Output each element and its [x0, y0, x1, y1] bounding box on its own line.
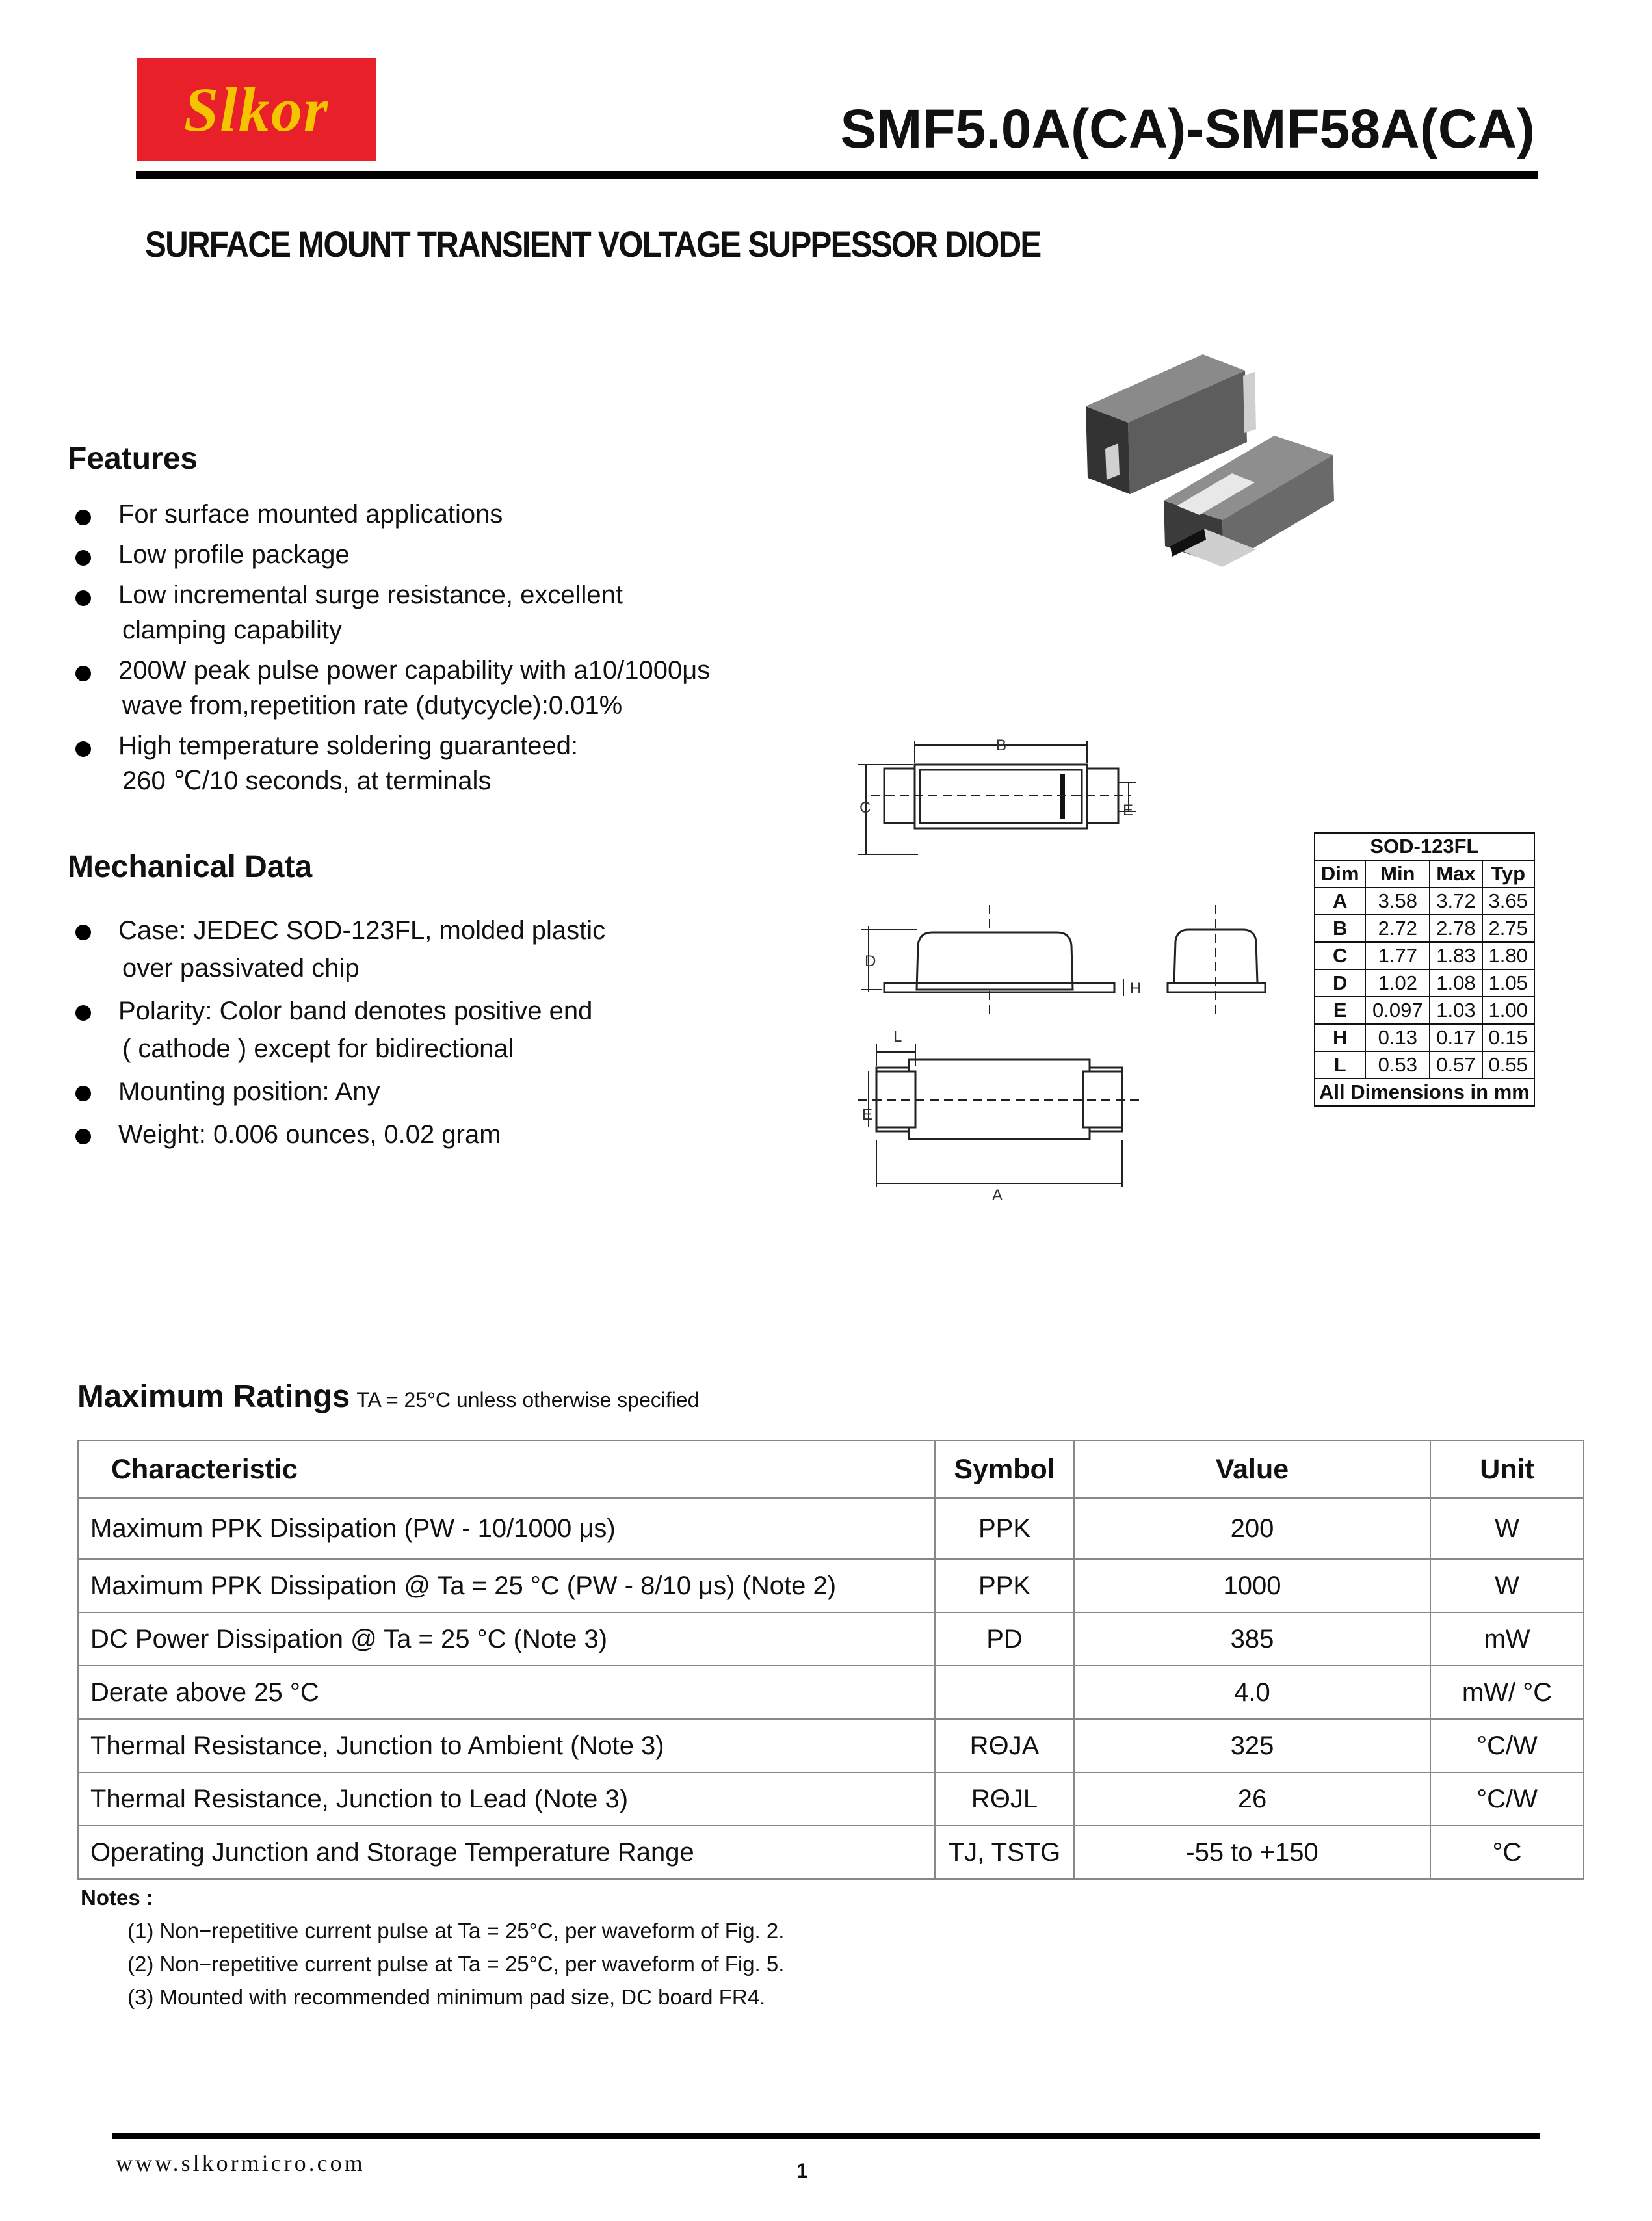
note-item: (3) Mounted with recommended minimum pad size, DC board FR4. [127, 1985, 766, 2009]
list-item: Low incremental surge resistance, excellent clamping capability [68, 577, 815, 648]
note-item: (1) Non−repetitive current pulse at Ta = 25°C, per waveform of Fig. 2. [127, 1919, 785, 1943]
dim-label-b: B [996, 737, 1007, 754]
mechanical-list [68, 912, 815, 1159]
table-row: Derate above 25 °C 4.0 mW/ °C [78, 1666, 1584, 1719]
part-title: SMF5.0A(CA)-SMF58A(CA) [840, 98, 1535, 159]
table-row [1315, 833, 1534, 860]
table-row: E 0.097 1.03 1.00 [1315, 997, 1534, 1024]
list-item: Polarity: Color band denotes positive end ( cathode ) except for bidirectional [68, 992, 815, 1068]
product-photo [1079, 345, 1365, 585]
list-item: For surface mounted applications [68, 497, 815, 532]
footer-divider [112, 2133, 1540, 2139]
list-item: High temperature soldering guaranteed: 260 ℃/10 seconds, at terminals [68, 728, 815, 798]
website-text: www.slkormicro.com [116, 2150, 365, 2176]
table-row: Maximum PPK Dissipation (PW - 10/1000 μs) PPK 200 W [78, 1498, 1584, 1559]
table-row: Characteristic Symbol Value Unit [78, 1441, 1584, 1498]
table-row: Dim Min Max Typ [1315, 860, 1534, 887]
table-row: Thermal Resistance, Junction to Lead (Note 3) RΘJL 26 °C/W [78, 1772, 1584, 1826]
list-item: 200W peak pulse power capability with a10/1000μs wave from,repetition rate (dutycycle):0.01% [68, 653, 815, 723]
list-item: Weight: 0.006 ounces, 0.02 gram [68, 1116, 815, 1153]
table-row: D 1.02 1.08 1.05 [1315, 969, 1534, 997]
page-number: 1 [796, 2159, 808, 2183]
list-item: Case: JEDEC SOD-123FL, molded plastic over passivated chip [68, 912, 815, 987]
mechanical-heading: Mechanical Data [68, 850, 313, 884]
ratings-table [77, 1440, 1584, 1880]
features-list [68, 497, 815, 804]
document-subtitle: SURFACE MOUNT TRANSIENT VOLTAGE SUPPESSOR DIODE [145, 224, 1041, 265]
table-row: C 1.77 1.83 1.80 [1315, 942, 1534, 969]
dimensions-table [1314, 832, 1535, 1107]
dimensions-footer: All Dimensions in mm [1315, 1079, 1534, 1106]
ratings-heading: Maximum Ratings TA = 25°C unless otherwise specified [77, 1379, 700, 1414]
dim-label-a: A [992, 1187, 1003, 1204]
notes-section [81, 1881, 784, 2014]
table-row: A 3.58 3.72 3.65 [1315, 887, 1534, 915]
ratings-condition: TA = 25°C unless otherwise specified [356, 1388, 700, 1412]
dim-label-e: E [1123, 802, 1134, 819]
notes-title: Notes : [81, 1886, 153, 1910]
dim-label-l: L [893, 1028, 902, 1045]
table-row: Thermal Resistance, Junction to Ambient (Note 3) RΘJA 325 °C/W [78, 1719, 1584, 1772]
table-row: B 2.72 2.78 2.75 [1315, 915, 1534, 942]
package-name: SOD-123FL [1315, 833, 1534, 860]
dim-label-e-bottom: E [862, 1106, 873, 1124]
table-row: DC Power Dissipation @ Ta = 25 °C (Note 3) PD 385 mW [78, 1612, 1584, 1666]
dim-label-h: H [1130, 980, 1142, 997]
package-outline-drawing [845, 735, 1300, 1216]
dim-label-d: D [865, 953, 876, 970]
table-row: L 0.53 0.57 0.55 [1315, 1051, 1534, 1079]
list-item: Mounting position: Any [68, 1073, 815, 1110]
dim-label-c: C [859, 799, 871, 817]
table-row [1315, 1079, 1534, 1106]
features-heading: Features [68, 441, 198, 476]
table-row: Operating Junction and Storage Temperature Range TJ, TSTG -55 to +150 °C [78, 1826, 1584, 1879]
header-divider [136, 171, 1538, 179]
note-item: (2) Non−repetitive current pulse at Ta = 25°C, per waveform of Fig. 5. [127, 1952, 785, 1976]
table-row: Maximum PPK Dissipation @ Ta = 25 °C (PW - 8/10 μs) (Note 2) PPK 1000 W [78, 1559, 1584, 1612]
list-item: Low profile package [68, 537, 815, 572]
table-row: H 0.13 0.17 0.15 [1315, 1024, 1534, 1051]
brand-logo [137, 58, 376, 161]
logo-text: Slkor [183, 75, 330, 144]
